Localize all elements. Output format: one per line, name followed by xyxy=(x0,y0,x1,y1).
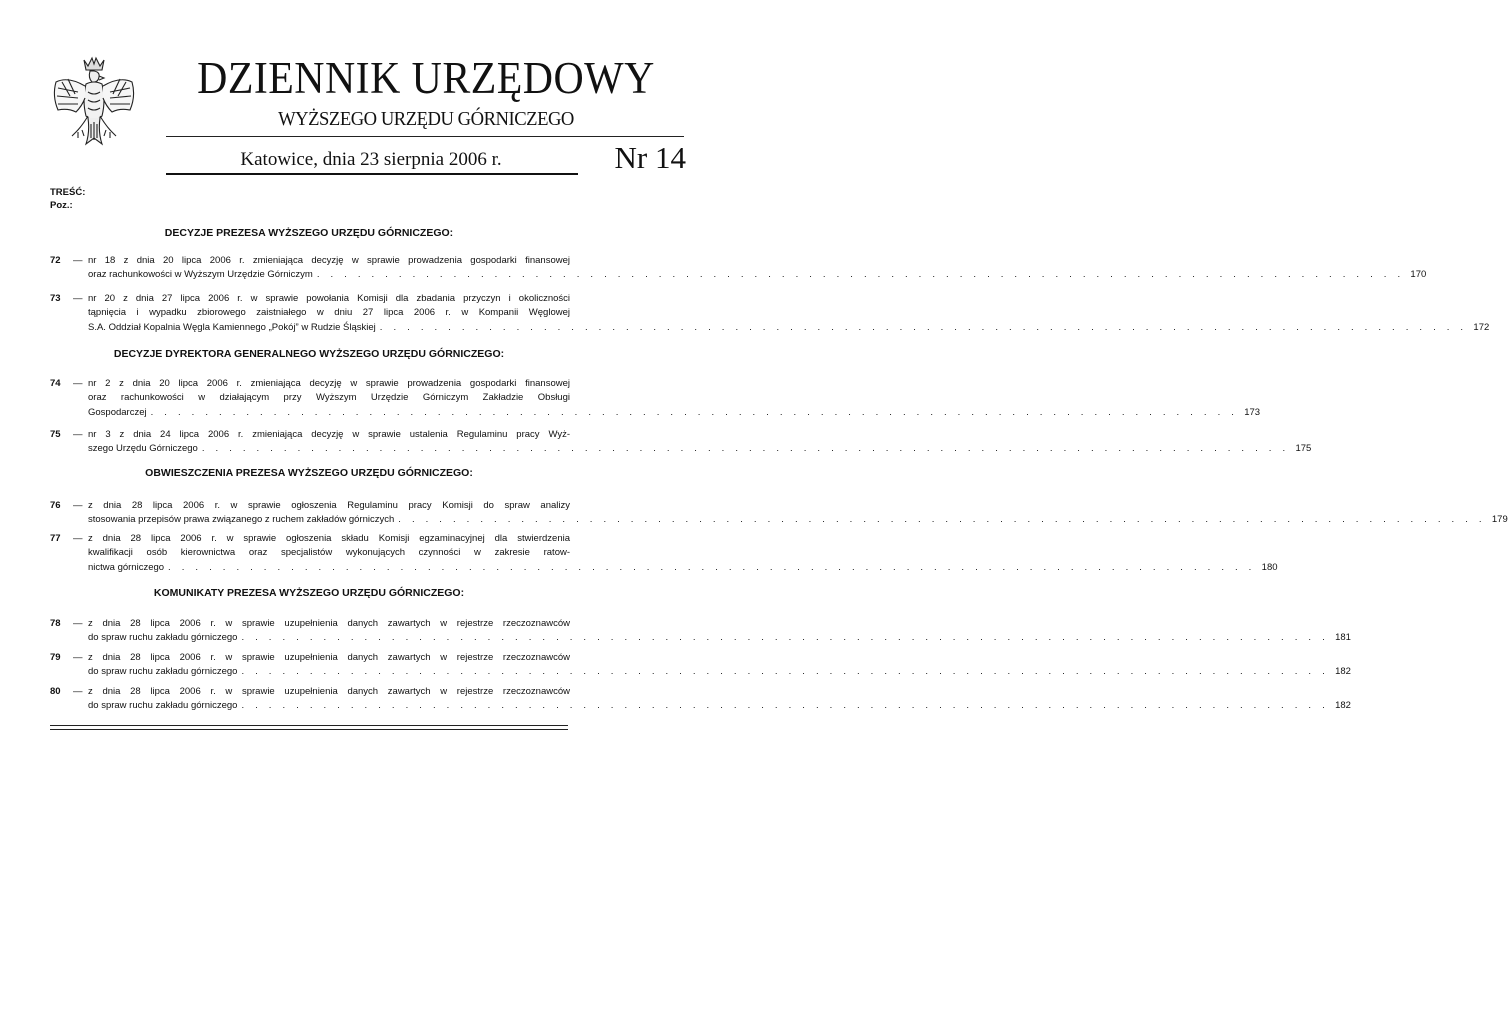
entry-text-line: Gospodarczej xyxy=(88,406,147,418)
dot-leader: . . . . . . . . . . . . . . . . . . . . . . . . . . . . . . . . . . . . . . . . . . . . . . . . . . . . . . . . . . . . . . . . . . . . . . . . . . . . . . . . xyxy=(201,443,1290,455)
entry-number: 72 xyxy=(50,255,61,266)
entry-page-number: 172 xyxy=(1473,321,1490,333)
entry-page-number: 182 xyxy=(1335,700,1351,712)
entry-description xyxy=(88,499,1508,528)
toc-title: TREŚĆ: xyxy=(50,187,86,198)
entry-last-line xyxy=(88,561,1278,575)
entry-last-line xyxy=(88,513,1508,527)
entry-text-line: z dnia 28 lipca 2006 r. w sprawie uzupełnienia danych zawartych w rejestrze rzeczoznawców xyxy=(88,652,570,663)
section-title: DECYZJE DYREKTORA GENERALNEGO WYŻSZEGO URZĘDU GÓRNICZEGO: xyxy=(113,348,505,360)
date-rule xyxy=(166,173,578,175)
entry-description xyxy=(88,292,1490,335)
entry-page-number: 173 xyxy=(1244,406,1261,418)
entry-page-number: 170 xyxy=(1410,269,1427,281)
dot-leader: . . . . . . . . . . . . . . . . . . . . . . . . . . . . . . . . . . . . . . . . . . . . . . . . . . . . . . . . . . . . . . . . . . . . . . . . . . . . . . . . xyxy=(150,406,1239,418)
entry-number: 73 xyxy=(50,293,61,304)
entry-text-line: z dnia 28 lipca 2006 r. w sprawie uzupełnienia danych zawartych w rejestrze rzeczoznawców xyxy=(88,686,570,697)
entry-text-line: szego Urzędu Górniczego xyxy=(88,443,198,455)
entry-last-line xyxy=(88,406,1261,420)
entry-page-number: 181 xyxy=(1335,632,1351,644)
entry-text-line: nr 20 z dnia 27 lipca 2006 r. w sprawie powołania Komisji dla zbadania przyczyn i okoliczności xyxy=(88,293,570,304)
entry-last-line xyxy=(88,321,1490,335)
entry-dash: — xyxy=(73,429,83,440)
entry-text-line: do spraw ruchu zakładu górniczego xyxy=(88,666,238,678)
entry-description xyxy=(88,377,1261,420)
entry-number: 75 xyxy=(50,429,61,440)
entry-number: 77 xyxy=(50,533,61,544)
entry-page-number: 179 xyxy=(1491,514,1508,526)
dot-leader: . . . . . . . . . . . . . . . . . . . . . . . . . . . . . . . . . . . . . . . . . . . . . . . . . . . . . . . . . . . . . . . . . . . . . . . . . . . . . . . . xyxy=(379,321,1468,333)
dot-leader: . . . . . . . . . . . . . . . . . . . . . . . . . . . . . . . . . . . . . . . . . . . . . . . . . . . . . . . . . . . . . . . . . . . . . . . . . . . . . . . . xyxy=(241,666,1329,678)
toc-entry xyxy=(50,617,1351,646)
section-title: DECYZJE PREZESA WYŻSZEGO URZĘDU GÓRNICZEGO: xyxy=(164,227,454,239)
entry-dash: — xyxy=(73,652,83,663)
entry-number: 80 xyxy=(50,686,61,697)
entry-dash: — xyxy=(73,293,83,304)
entry-number: 78 xyxy=(50,618,61,629)
entry-text-line: do spraw ruchu zakładu górniczego xyxy=(88,700,238,712)
entry-description xyxy=(88,685,1351,714)
entry-description xyxy=(88,254,1427,283)
entry-last-line xyxy=(88,442,1312,456)
entry-text-line: oraz rachunkowości w Wyższym Urzędzie Górniczym xyxy=(88,269,313,281)
entry-text-line: nr 3 z dnia 24 lipca 2006 r. zmieniająca decyzję w sprawie ustalenia Regulaminu pracy Wyż- xyxy=(88,429,570,440)
entry-page-number: 175 xyxy=(1295,443,1312,455)
bottom-rule xyxy=(50,725,568,726)
dot-leader: . . . . . . . . . . . . . . . . . . . . . . . . . . . . . . . . . . . . . . . . . . . . . . . . . . . . . . . . . . . . . . . . . . . . . . . . . . . . . . . . xyxy=(168,561,1256,573)
entry-dash: — xyxy=(73,533,83,544)
section-title: OBWIESZCZENIA PREZESA WYŻSZEGO URZĘDU GÓRNICZEGO: xyxy=(145,467,473,479)
dot-leader: . . . . . . . . . . . . . . . . . . . . . . . . . . . . . . . . . . . . . . . . . . . . . . . . . . . . . . . . . . . . . . . . . . . . . . . . . . . . . . . . xyxy=(316,269,1405,281)
journal-subtitle: WYŻSZEGO URZĘDU GÓRNICZEGO xyxy=(278,108,574,130)
dot-leader: . . . . . . . . . . . . . . . . . . . . . . . . . . . . . . . . . . . . . . . . . . . . . . . . . . . . . . . . . . . . . . . . . . . . . . . . . . . . . . . . xyxy=(241,700,1329,712)
entry-last-line xyxy=(88,665,1351,679)
bottom-rule xyxy=(50,729,568,730)
entry-text-line: z dnia 28 lipca 2006 r. w sprawie uzupełnienia danych zawartych w rejestrze rzeczoznawców xyxy=(88,618,570,629)
entry-dash: — xyxy=(73,686,83,697)
entry-number: 74 xyxy=(50,378,61,389)
toc-entry xyxy=(50,685,1351,714)
entry-text-line: S.A. Oddział Kopalnia Węgla Kamiennego „Pokój” w Rudzie Śląskiej xyxy=(88,321,376,333)
toc-pos-label: Poz.: xyxy=(50,200,73,211)
entry-text-line: oraz rachunkowości w działającym przy Wyższym Urzędzie Górniczym Zakładzie Obsługi xyxy=(88,392,570,404)
entry-number: 76 xyxy=(50,500,61,511)
toc-entry xyxy=(50,292,1490,335)
entry-dash: — xyxy=(73,618,83,629)
entry-text-line: do spraw ruchu zakładu górniczego xyxy=(88,632,238,644)
entry-text-line: kwalifikacji osób kierownictwa oraz specjalistów wykonujących czynności w zakresie ratow- xyxy=(88,547,570,559)
toc-entry xyxy=(50,254,1427,283)
entry-number: 79 xyxy=(50,652,61,663)
toc-heading xyxy=(50,186,85,212)
toc-entry xyxy=(50,499,1508,528)
entry-last-line xyxy=(88,268,1427,282)
entry-description xyxy=(88,428,1312,457)
entry-description xyxy=(88,651,1351,680)
entry-text-line: nr 18 z dnia 20 lipca 2006 r. zmieniająca decyzję w sprawie prowadzenia gospodarki finansowej xyxy=(88,255,570,266)
entry-dash: — xyxy=(73,378,83,389)
dot-leader: . . . . . . . . . . . . . . . . . . . . . . . . . . . . . . . . . . . . . . . . . . . . . . . . . . . . . . . . . . . . . . . . . . . . . . . . . . . . . . . . xyxy=(241,632,1329,644)
entry-text-line: z dnia 28 lipca 2006 r. w sprawie ogłoszenia Regulaminu pracy Komisji do spraw analizy xyxy=(88,500,570,511)
issue-date: Katowice, dnia 23 sierpnia 2006 r. xyxy=(240,149,502,170)
entry-last-line xyxy=(88,699,1351,713)
entry-page-number: 182 xyxy=(1335,666,1351,678)
section-title: KOMUNIKATY PREZESA WYŻSZEGO URZĘDU GÓRNICZEGO: xyxy=(153,587,465,599)
entry-text-line: stosowania przepisów prawa związanego z ruchem zakładów górniczych xyxy=(88,514,395,526)
journal-title: DZIENNIK URZĘDOWY xyxy=(197,53,655,103)
entry-text-line: z dnia 28 lipca 2006 r. w sprawie ogłoszenia składu Komisji egzaminacyjnej dla stwierdzenia xyxy=(88,533,570,544)
entry-last-line xyxy=(88,631,1351,645)
toc-entry xyxy=(50,651,1351,680)
masthead-rule xyxy=(166,136,684,137)
issue-number: Nr 14 xyxy=(614,140,686,175)
polish-eagle-emblem-icon xyxy=(48,52,140,154)
toc-entry xyxy=(50,532,1278,575)
entry-page-number: 180 xyxy=(1261,561,1278,573)
entry-dash: — xyxy=(73,255,83,266)
entry-text-line: nictwa górniczego xyxy=(88,561,165,573)
entry-description xyxy=(88,617,1351,646)
entry-dash: — xyxy=(73,500,83,511)
dot-leader: . . . . . . . . . . . . . . . . . . . . . . . . . . . . . . . . . . . . . . . . . . . . . . . . . . . . . . . . . . . . . . . . . . . . . . . . . . . . . . . . xyxy=(398,514,1486,526)
toc-entry xyxy=(50,377,1261,420)
entry-text-line: tąpnięcia i wypadku zbiorowego zaistniałego w dniu 27 lipca 2006 r. w Kompanii Węglowej xyxy=(88,307,570,319)
entry-description xyxy=(88,532,1278,575)
toc-entry xyxy=(50,428,1312,457)
entry-text-line: nr 2 z dnia 20 lipca 2006 r. zmieniająca decyzję w sprawie prowadzenia gospodarki finansowej xyxy=(88,378,570,389)
